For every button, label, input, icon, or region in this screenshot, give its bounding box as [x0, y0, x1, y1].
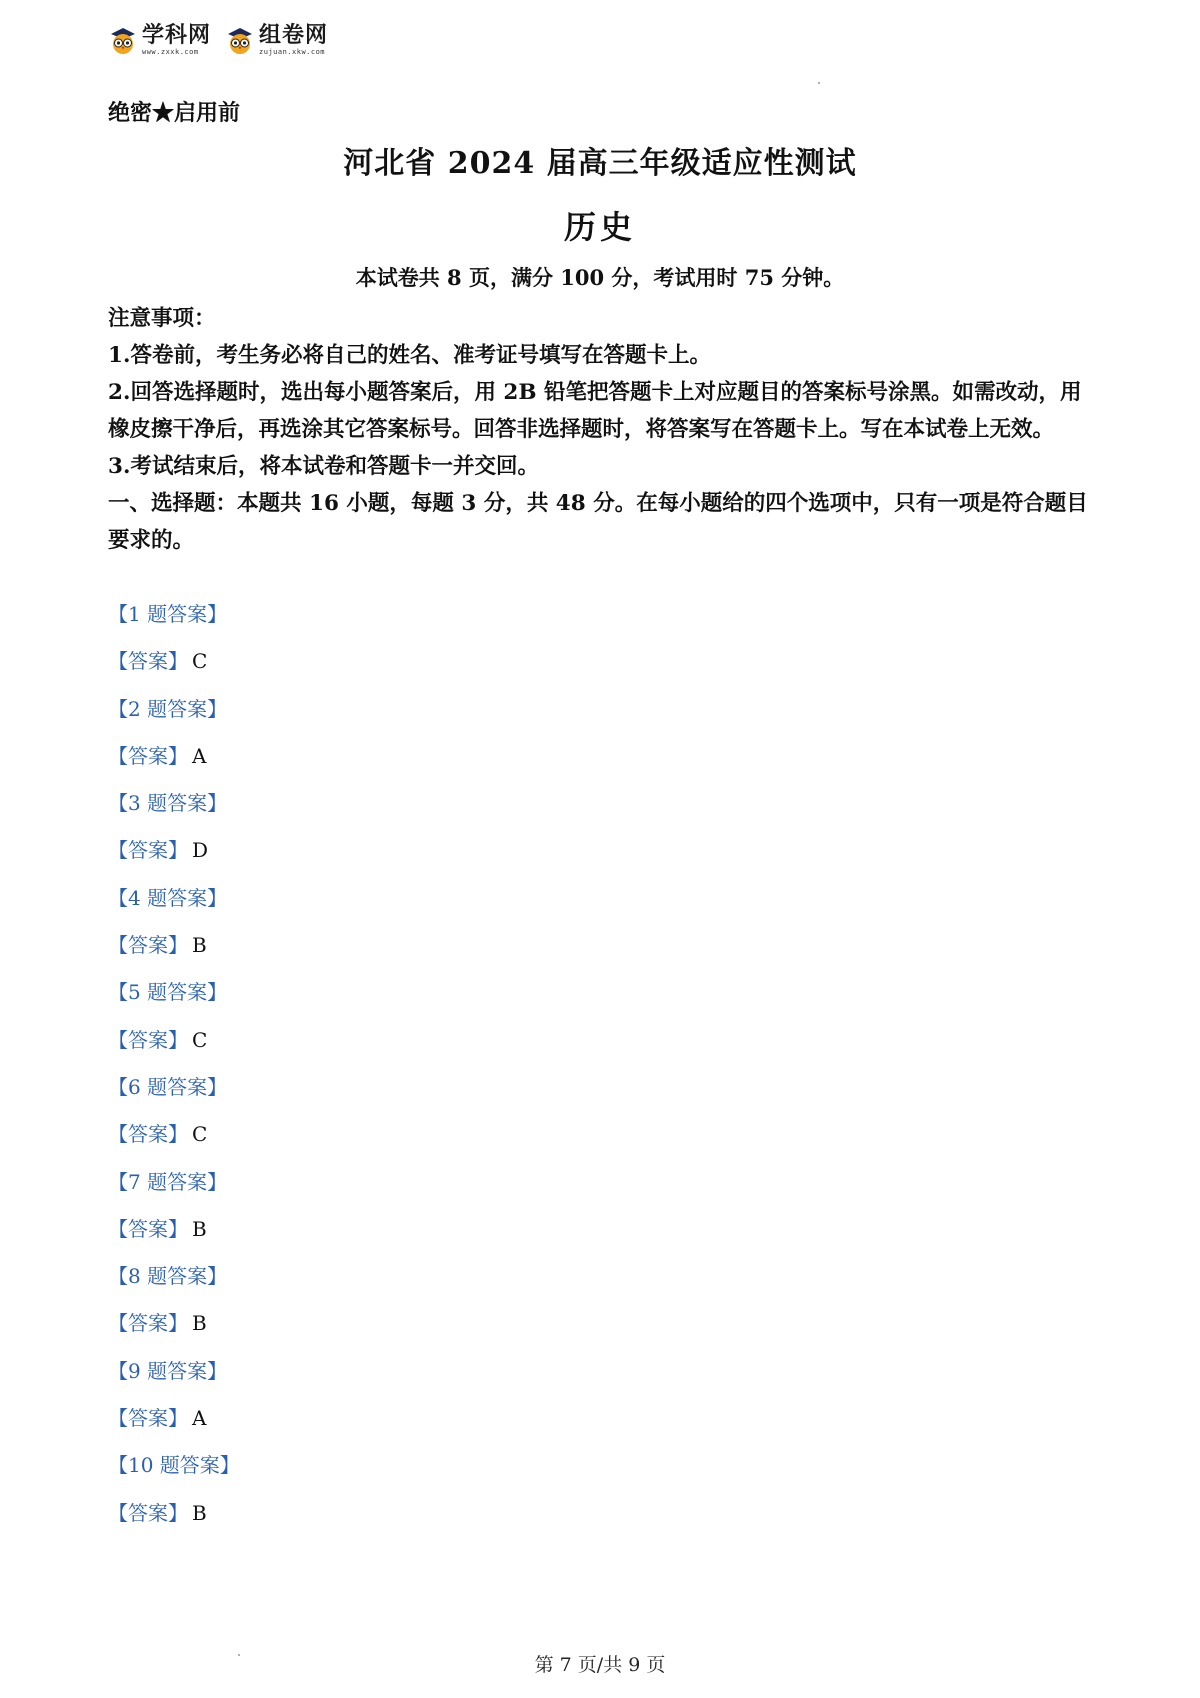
answer-prefix: 【答案】	[108, 649, 188, 674]
exam-title: 河北省 2024 届高三年级适应性测试	[343, 146, 857, 181]
answer-value: C	[192, 1027, 208, 1052]
answer-prefix: 【答案】	[108, 1311, 188, 1336]
question-heading: 【5 题答案】	[108, 980, 228, 1005]
answer-line	[108, 1215, 708, 1262]
answer-prefix: 【答案】	[108, 1500, 188, 1525]
subject-title: 历史	[563, 208, 636, 246]
question-heading: 【7 题答案】	[108, 1169, 228, 1194]
answer-prefix: 【答案】	[108, 1216, 188, 1241]
logo-url: zujuan.xkw.com	[259, 47, 326, 56]
answer-list	[108, 600, 708, 1546]
answer-prefix: 【答案】	[108, 743, 188, 768]
answer-prefix: 【答案】	[108, 838, 188, 863]
notes-section	[108, 300, 1098, 559]
answer-value: A	[192, 1406, 207, 1431]
page-number: 第 7 页/共 9 页	[534, 1654, 666, 1676]
note-item: 1.答卷前，考生务必将自己的姓名、准考证号填写在答题卡上。	[108, 343, 711, 368]
question-heading: 【10 题答案】	[108, 1453, 240, 1478]
answer-line	[108, 647, 708, 694]
question-heading: 【9 题答案】	[108, 1358, 228, 1383]
answer-line	[108, 931, 708, 978]
owl-mascot-icon	[225, 25, 255, 55]
confidential-label: 绝密★启用前	[108, 100, 241, 126]
answer-value: C	[192, 1122, 208, 1147]
question-heading: 【4 题答案】	[108, 885, 228, 910]
xuekewang-logo	[108, 22, 212, 56]
answer-value: B	[192, 1500, 207, 1525]
exam-info: 本试卷共 8 页，满分 100 分，考试用时 75 分钟。	[355, 265, 845, 290]
question-heading: 【2 题答案】	[108, 696, 228, 721]
logo-bar	[108, 20, 328, 60]
answer-prefix: 【答案】	[108, 933, 188, 958]
answer-prefix: 【答案】	[108, 1406, 188, 1431]
answer-line	[108, 742, 708, 789]
answer-line	[108, 1120, 708, 1167]
question-heading: 【1 题答案】	[108, 602, 228, 626]
answer-value: A	[192, 743, 207, 768]
answer-line	[108, 1309, 708, 1356]
answer-value: B	[192, 1311, 207, 1336]
logo-name: 学科网	[142, 22, 212, 48]
logo-url: www.zxxk.com	[142, 47, 199, 56]
answer-value: D	[192, 838, 209, 863]
owl-mascot-icon	[108, 25, 138, 55]
answer-line	[108, 836, 708, 883]
note-item: 3.考试结束后，将本试卷和答题卡一并交回。	[108, 454, 539, 479]
section-instructions: 一、选择题：本题共 16 小题，每题 3 分，共 48 分。在每小题给的四个选项中，只有一项是符合题目要求的。	[108, 491, 1088, 553]
answer-value: B	[192, 1216, 207, 1241]
notes-heading: 注意事项：	[108, 306, 216, 331]
answer-value: C	[192, 649, 208, 674]
question-heading: 【3 题答案】	[108, 791, 228, 816]
question-heading: 【6 题答案】	[108, 1074, 228, 1099]
note-item: 2.回答选择题时，选出每小题答案后，用 2B 铅笔把答题卡上对应题目的答案标号涂黑。如需改动，用橡皮擦干净后，再选涂其它答案标号。回答非选择题时，将答案写在答题卡上。写在本试卷上无效。	[108, 380, 1082, 442]
answer-line	[108, 1404, 708, 1451]
answer-prefix: 【答案】	[108, 1122, 188, 1147]
answer-line	[108, 1499, 708, 1546]
answer-prefix: 【答案】	[108, 1027, 188, 1052]
answer-value: B	[192, 933, 207, 958]
answer-line	[108, 1026, 708, 1073]
zujuanwang-logo	[225, 22, 329, 56]
question-heading: 【8 题答案】	[108, 1264, 228, 1289]
logo-name: 组卷网	[259, 22, 329, 48]
speck	[818, 82, 820, 84]
